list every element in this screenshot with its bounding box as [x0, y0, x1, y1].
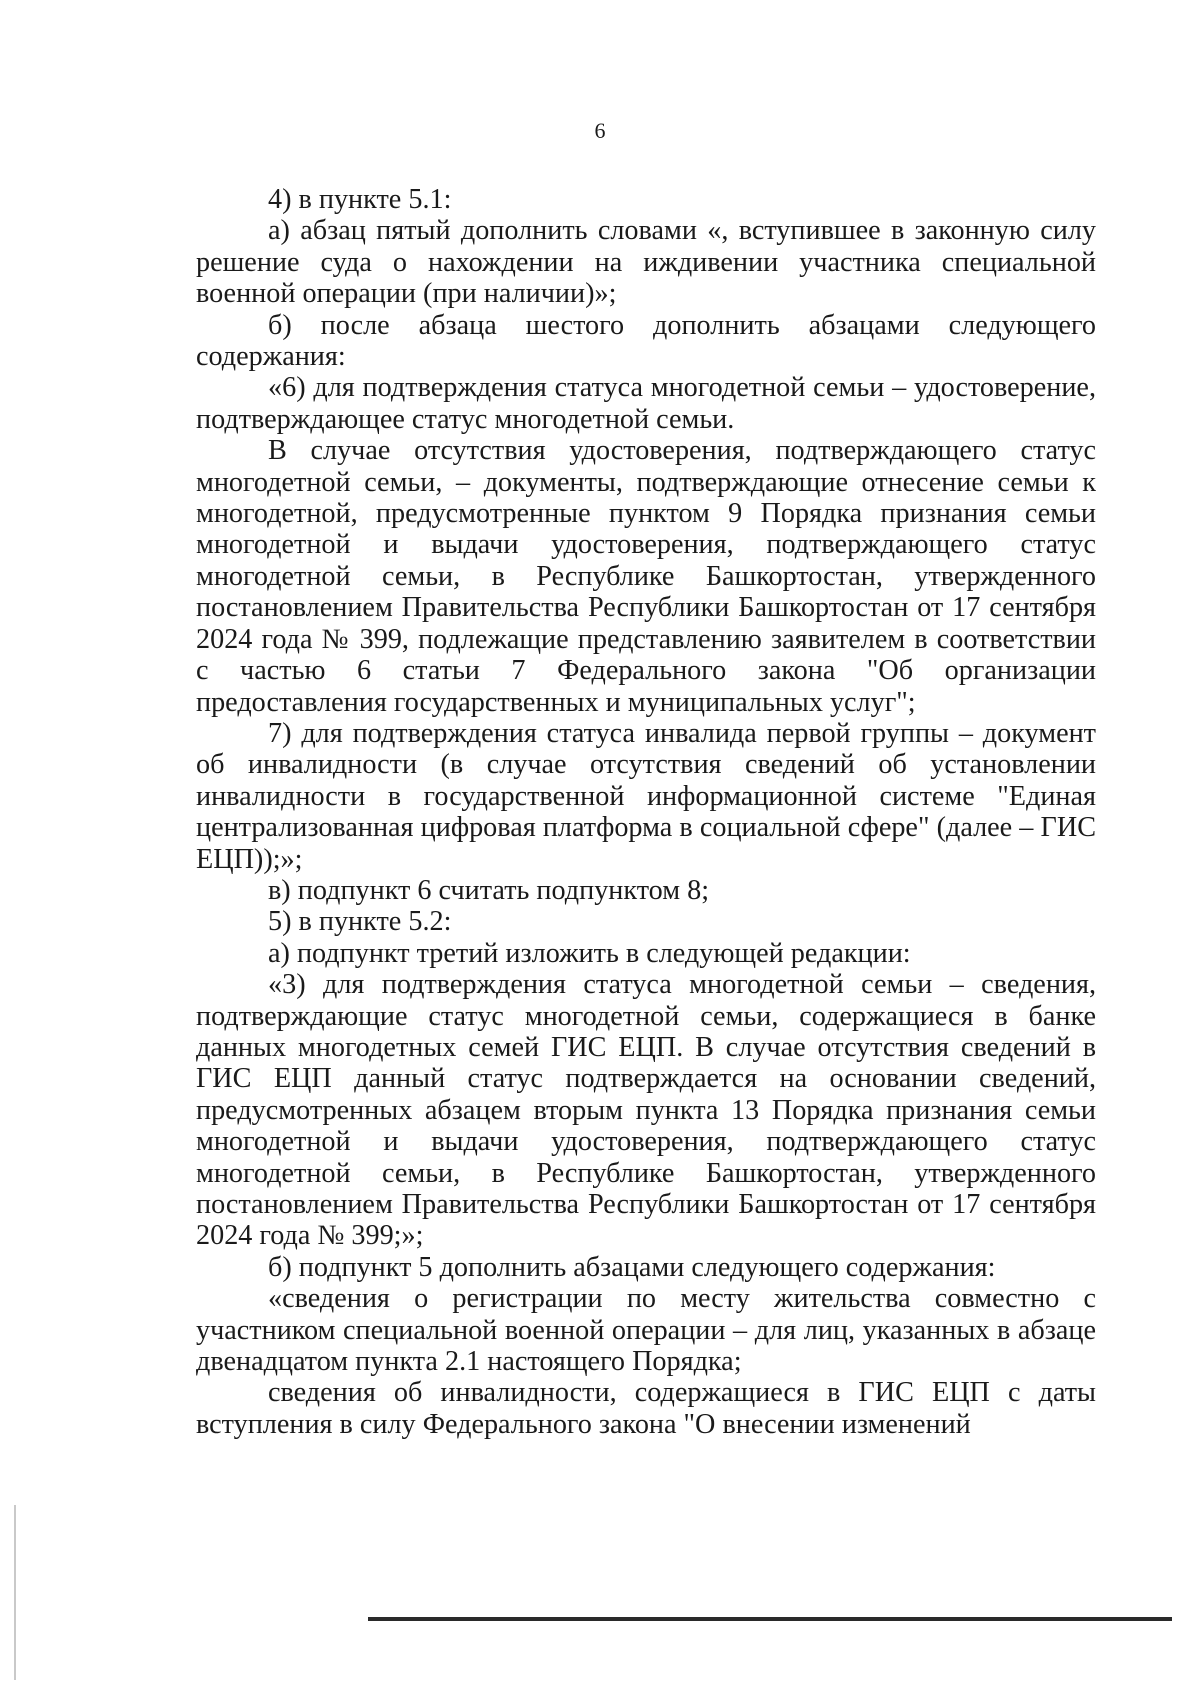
paragraph-clause-3: «3) для подтверждения статуса многодетной семьи – сведения, подтверждающие статус многодетной семьи, содержащиеся в банке данных многодетных семей ГИС ЕЦП. В случае отсутствия сведений в ГИС ЕЦП данный статус подтверждается на основании сведений, предусмотренных абзацем вторым пункта 13 Порядка признания семьи многодетной и выдачи удостоверения, подтверждающего статус многодетной семьи, в Республике Башкортостан, утвержденного постановлением Правительства Республики Башкортостан от 17 сентября 2024 года № 399;»; — [196, 969, 1096, 1252]
page-number: 6 — [594, 118, 606, 143]
paragraph-item-5-subitem-b: б) подпункт 5 дополнить абзацами следующего содержания: — [268, 1251, 996, 1283]
paragraph-item-5-subitem-a: а) подпункт третий изложить в следующей редакции: — [268, 937, 911, 969]
document-body — [196, 184, 1096, 1440]
scan-bottom-line — [368, 1617, 1172, 1621]
paragraph-registration-info: «сведения о регистрации по месту жительства совместно с участником специальной военной операции – для лиц, указанных в абзаце двенадцатом пункта 2.1 настоящего Порядка; — [196, 1283, 1096, 1378]
paragraph-disability-info: сведения об инвалидности, содержащиеся в ГИС ЕЦП с даты вступления в силу Федерального закона "О внесении изменений — [196, 1377, 1096, 1440]
paragraph-clause-6: «6) для подтверждения статуса многодетной семьи – удостоверение, подтверждающее статус многодетной семьи. — [196, 372, 1096, 435]
paragraph-clause-6-absence: В случае отсутствия удостоверения, подтверждающего статус многодетной семьи, – документы, подтверждающие отнесение семьи к многодетной, предусмотренные пунктом 9 Порядка признания семьи многодетной и выдачи удостоверения, подтверждающего статус многодетной семьи, в Республике Башкортостан, утвержденного постановлением Правительства Республики Башкортостан от 17 сентября 2024 года № 399, подлежащие представлению заявителем в соответствии с частью 6 статьи 7 Федерального закона "Об организации предоставления государственных и муниципальных услуг"; — [196, 435, 1096, 718]
paragraph-subitem-v: в) подпункт 6 считать подпунктом 8; — [268, 874, 710, 906]
paragraph-clause-7: 7) для подтверждения статуса инвалида первой группы – документ об инвалидности (в случае отсутствия сведений об установлении инвалидности в государственной информационной системе "Единая централизованная цифровая платформа в социальной сфере" (далее – ГИС ЕЦП));»; — [196, 717, 1096, 875]
paragraph-item-5: 5) в пункте 5.2: — [268, 906, 452, 938]
paragraph-subitem-a: а) абзац пятый дополнить словами «, вступившее в законную силу решение суда о нахождении на иждивении участника специальной военной операции (при наличии)»; — [196, 215, 1096, 310]
paragraph-item-4: 4) в пункте 5.1: — [268, 184, 452, 215]
scan-edge-mark — [14, 1505, 16, 1680]
paragraph-subitem-b: б) после абзаца шестого дополнить абзацами следующего содержания: — [196, 309, 1096, 373]
